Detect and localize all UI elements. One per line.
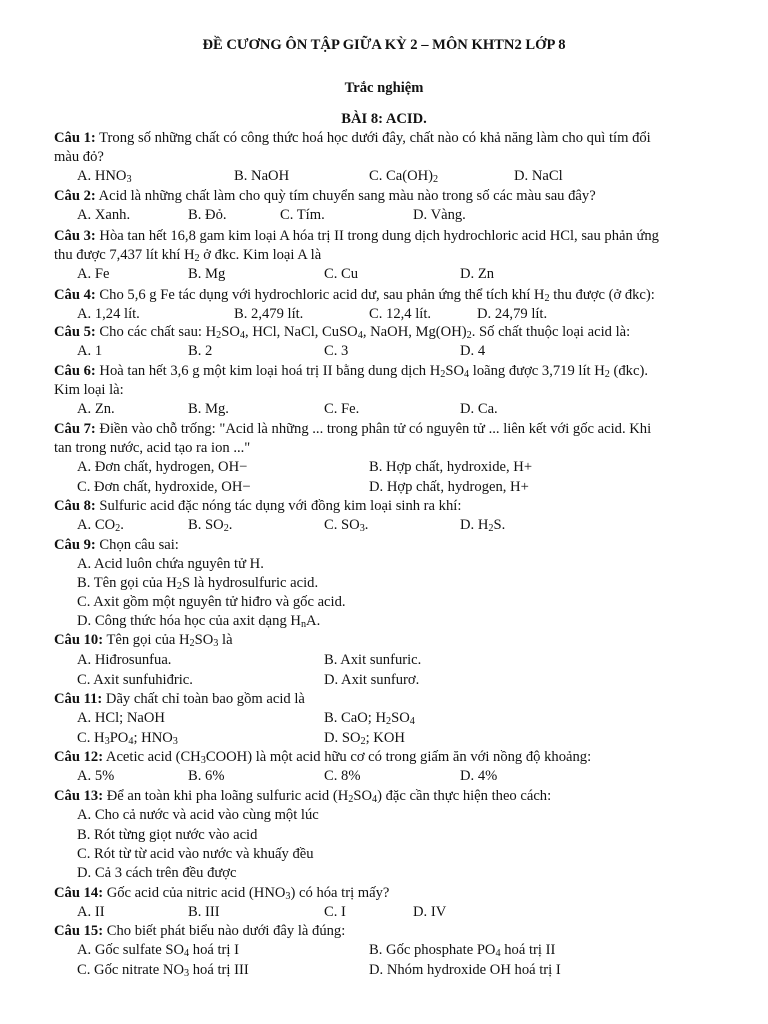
question-11-option-c: C. $H_3PO_4$; $HNO_3$: [77, 730, 178, 748]
question-3-label: Câu 3:: [54, 228, 96, 244]
question-2-label: Câu 2:: [54, 188, 96, 204]
question-13-line: Để an toàn khi pha loãng sulfuric acid $(H_2SO_4)$ đặc cần thực hiện theo cách:: [106, 788, 552, 806]
question-5-option-b: B. 2: [188, 343, 213, 359]
question-1-line: màu đỏ?: [54, 149, 104, 165]
question-5-option-d: D. 4: [460, 343, 486, 359]
question-13-option-c: C. Rót từ từ acid vào nước và khuấy đều: [77, 846, 314, 862]
question-1-label: Câu 1:: [54, 130, 96, 146]
question-1-text: [54, 148, 104, 166]
question-7-option-c: C. Đơn chất, hydroxide, OH−: [77, 479, 251, 495]
question-14-label: Câu 14:: [54, 885, 104, 901]
question-12-line: Acetic acid $(CH_3COOH)$ là một acid hữu cơ có trong giấm ăn với nồng độ khoảng:: [105, 749, 592, 767]
question-8-option-b: B. $SO_2$.: [188, 517, 233, 535]
question-3-line: thu được 7,437 lít khí $H_2$ ở đkc. Kim loại A là: [54, 247, 322, 265]
lesson-heading: BÀI 8: ACID.: [341, 111, 427, 127]
question-5-option-c: C. 3: [324, 343, 349, 359]
question-3-option-a: A. Fe: [77, 266, 110, 282]
question-11-label: Câu 11:: [54, 691, 103, 707]
question-2-option-a: A. Xanh.: [77, 207, 131, 223]
question-6-label: Câu 6:: [54, 363, 96, 379]
question-6-line: Hoà tan hết 3,6 g một kim loại hoá trị II bằng dung dịch $H_2SO_4$ loãng được 3,719 lít $H_2$ (đkc).: [99, 363, 648, 381]
question-10-option-b: B. Axit sunfuric.: [324, 652, 422, 668]
question-15-line: Cho biết phát biểu nào dưới đây là đúng:: [106, 923, 346, 939]
question-12-option-c: C. 8%: [324, 768, 361, 784]
question-4-option-a: A. 1,24 lít.: [77, 306, 140, 322]
question-8-option-d: D. $H_2S$.: [460, 517, 506, 535]
document-title: ĐỀ CƯƠNG ÔN TẬP GIỮA KỲ 2 – MÔN KHTN2 LỚP 8: [202, 37, 566, 53]
question-10-text: [54, 631, 233, 649]
question-11-line: Dãy chất chỉ toàn bao gồm acid là: [105, 691, 305, 707]
question-15-text: [54, 922, 345, 940]
question-2-line: Acid là những chất làm cho quỳ tím chuyển sang màu nào trong số các màu sau đây?: [98, 188, 596, 204]
question-1-line: Trong số những chất có công thức hoá học dưới đây, chất nào có khả năng làm cho quì tím đổi: [99, 130, 651, 146]
question-6-line: Kim loại là:: [54, 382, 124, 398]
question-8-label: Câu 8:: [54, 498, 96, 514]
question-14-option-d: D. IV: [413, 904, 447, 920]
question-5-text: [54, 323, 630, 341]
question-9-text: [54, 536, 179, 554]
question-15-option-c: C. Gốc nitrate $NO_3$ hoá trị III: [77, 962, 249, 980]
question-8-line: Sulfuric acid đặc nóng tác dụng với đồng kim loại sinh ra khí:: [99, 498, 462, 514]
question-8-option-c: C. $SO_3$.: [324, 517, 369, 535]
question-15-label: Câu 15:: [54, 923, 104, 939]
question-10-line: Tên gọi của $H_2SO_3$ là: [106, 632, 233, 650]
question-5-line: Cho các chất sau: $H_2SO_4$, HCl, NaCl, CuSO$_4$, NaOH, $Mg(OH)_2$. Số chất thuộc loại acid là:: [99, 324, 631, 342]
question-12-text: [54, 748, 591, 766]
question-12-option-d: D. 4%: [460, 768, 498, 784]
question-11-option-a: A. HCl; NaOH: [77, 710, 165, 726]
question-6-option-a: A. Zn.: [77, 401, 115, 417]
question-6-text: [54, 381, 124, 399]
question-12-option-a: A. 5%: [77, 768, 115, 784]
question-11-text: [54, 690, 305, 708]
question-8-option-a: A. $CO_2$.: [77, 517, 124, 535]
question-3-option-c: C. Cu: [324, 266, 359, 282]
section-heading: Trắc nghiệm: [344, 80, 424, 96]
question-3-option-d: D. Zn: [460, 266, 495, 282]
question-12-option-b: B. 6%: [188, 768, 225, 784]
question-3-text: [54, 227, 659, 245]
question-3-text: [54, 246, 321, 264]
question-10-label: Câu 10:: [54, 632, 104, 648]
question-3-option-b: B. Mg: [188, 266, 226, 282]
question-9-option-d: D. Công thức hóa học của axit dạng $H_nA$.: [77, 613, 321, 631]
question-2-option-c: C. Tím.: [280, 207, 325, 223]
question-14-option-a: A. II: [77, 904, 105, 920]
question-9-line: Chọn câu sai:: [99, 537, 179, 553]
question-1-text: [54, 129, 651, 147]
question-7-line: tan trong nước, acid tạo ra ion ...": [54, 440, 251, 456]
question-9-option-b: B. Tên gọi của $H_2S$ là hydrosulfuric acid.: [77, 575, 319, 593]
question-4-option-b: B. 2,479 lít.: [234, 306, 304, 322]
question-4-label: Câu 4:: [54, 287, 96, 303]
question-10-option-a: A. Hiđrosunfua.: [77, 652, 172, 668]
question-7-text: [54, 439, 250, 457]
question-13-option-d: D. Cả 3 cách trên đều được: [77, 865, 237, 881]
question-2-option-d: D. Vàng.: [413, 207, 466, 223]
question-7-text: [54, 420, 651, 438]
question-15-option-d: D. Nhóm hydroxide OH hoá trị I: [369, 962, 561, 978]
question-1-option-d: D. NaCl: [514, 168, 563, 184]
question-11-option-d: D. $SO_2$; KOH: [324, 730, 405, 748]
question-4-option-c: C. 12,4 lít.: [369, 306, 432, 322]
question-14-option-b: B. III: [188, 904, 220, 920]
question-13-text: [54, 787, 551, 805]
question-6-text: [54, 362, 648, 380]
question-9-option-a: A. Acid luôn chứa nguyên tử H.: [77, 556, 264, 572]
question-9-label: Câu 9:: [54, 537, 96, 553]
question-5-option-a: A. 1: [77, 343, 103, 359]
question-10-option-d: D. Axit sunfurơ.: [324, 672, 420, 688]
question-3-line: Hòa tan hết 16,8 gam kim loại A hóa trị II trong dung dịch hydrochloric acid HCl, sau phản ứng: [99, 228, 659, 244]
question-6-option-c: C. Fe.: [324, 401, 360, 417]
question-11-option-b: B. CaO; $H_2SO_4$: [324, 710, 415, 728]
question-4-text: [54, 286, 655, 304]
question-7-option-d: D. Hợp chất, hydrogen, H+: [369, 479, 529, 495]
question-5-label: Câu 5:: [54, 324, 96, 340]
question-7-line: Điền vào chỗ trống: "Acid là những ... trong phân tử có nguyên tử ... liên kết với gốc acid. Khi: [99, 421, 652, 437]
question-14-text: [54, 884, 389, 902]
question-14-line: Gốc acid của nitric acid $(HNO_3)$ có hóa trị mấy?: [106, 885, 390, 903]
question-1-option-b: B. NaOH: [234, 168, 290, 184]
question-1-option-c: C. $Ca(OH)_2$: [369, 168, 439, 186]
question-2-option-b: B. Đỏ.: [188, 207, 227, 223]
question-10-option-c: C. Axit sunfuhiđric.: [77, 672, 193, 688]
question-6-option-b: B. Mg.: [188, 401, 229, 417]
question-4-option-d: D. 24,79 lít.: [477, 306, 548, 322]
question-2-text: [54, 187, 596, 205]
question-1-option-a: A. $HNO_3$: [77, 168, 132, 186]
question-9-option-c: C. Axit gồm một nguyên tử hiđro và gốc acid.: [77, 594, 346, 610]
question-7-option-a: A. Đơn chất, hydrogen, OH−: [77, 459, 248, 475]
question-6-option-d: D. Ca.: [460, 401, 498, 417]
question-14-option-c: C. I: [324, 904, 346, 920]
question-8-text: [54, 497, 461, 515]
question-15-option-a: A. Gốc sulfate $SO_4$ hoá trị I: [77, 942, 239, 960]
question-13-option-b: B. Rót từng giọt nước vào acid: [77, 827, 258, 843]
question-7-option-b: B. Hợp chất, hydroxide, H+: [369, 459, 533, 475]
question-4-line: Cho 5,6 g Fe tác dụng với hydrochloric acid dư, sau phản ứng thể tích khí $H_2$ thu được (ở đkc):: [99, 287, 655, 305]
question-7-label: Câu 7:: [54, 421, 96, 437]
question-13-label: Câu 13:: [54, 788, 104, 804]
question-12-label: Câu 12:: [54, 749, 104, 765]
question-13-option-a: A. Cho cả nước và acid vào cùng một lúc: [77, 807, 319, 823]
question-15-option-b: B. Gốc phosphate $PO_4$ hoá trị II: [369, 942, 556, 960]
